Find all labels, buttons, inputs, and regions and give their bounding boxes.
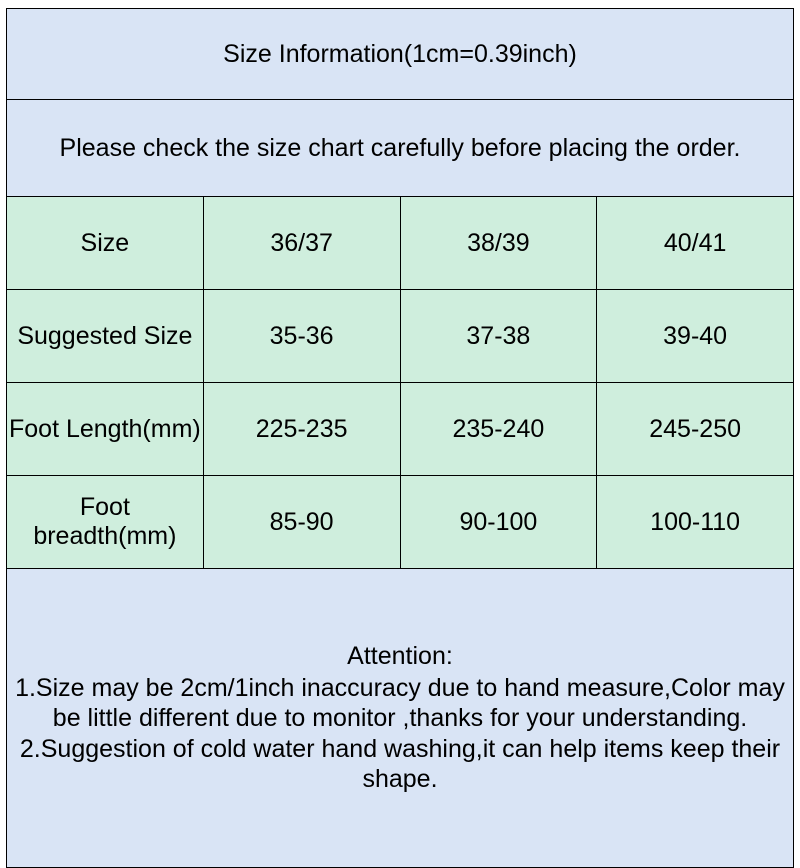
notice-text: Please check the size chart carefully before placing the order.	[7, 100, 794, 197]
table-cell: 245-250	[597, 383, 794, 476]
attention-line-2: 2.Suggestion of cold water hand washing,it can help items keep their shape.	[19, 734, 788, 794]
table-cell: 39-40	[597, 290, 794, 383]
table-cell: 100-110	[597, 476, 794, 569]
table-cell: 85-90	[203, 476, 400, 569]
table-cell: 38/39	[400, 197, 597, 290]
row-label-suggested-size: Suggested Size	[7, 290, 204, 383]
title-row	[7, 9, 794, 100]
row-label-foot-length: Foot Length(mm)	[7, 383, 204, 476]
table-cell: 40/41	[597, 197, 794, 290]
table-cell: 37-38	[400, 290, 597, 383]
row-label-foot-breadth: Foot breadth(mm)	[7, 476, 204, 569]
attention-block	[7, 569, 794, 868]
notice-row	[7, 100, 794, 197]
attention-line-1: 1.Size may be 2cm/1inch inaccuracy due to hand measure,Color may be little different due to monitor ,thanks for your understanding.	[15, 673, 792, 733]
table-cell: 36/37	[203, 197, 400, 290]
attention-heading: Attention:	[347, 642, 453, 671]
table-row	[7, 290, 794, 383]
table-cell: 35-36	[203, 290, 400, 383]
table-row	[7, 476, 794, 569]
row-label-size: Size	[7, 197, 204, 290]
table-row	[7, 383, 794, 476]
table-cell: 90-100	[400, 476, 597, 569]
table-row	[7, 197, 794, 290]
size-information-table	[6, 8, 794, 868]
table-cell: 235-240	[400, 383, 597, 476]
table-cell: 225-235	[203, 383, 400, 476]
page-title: Size Information(1cm=0.39inch)	[7, 9, 794, 100]
attention-row	[7, 569, 794, 868]
